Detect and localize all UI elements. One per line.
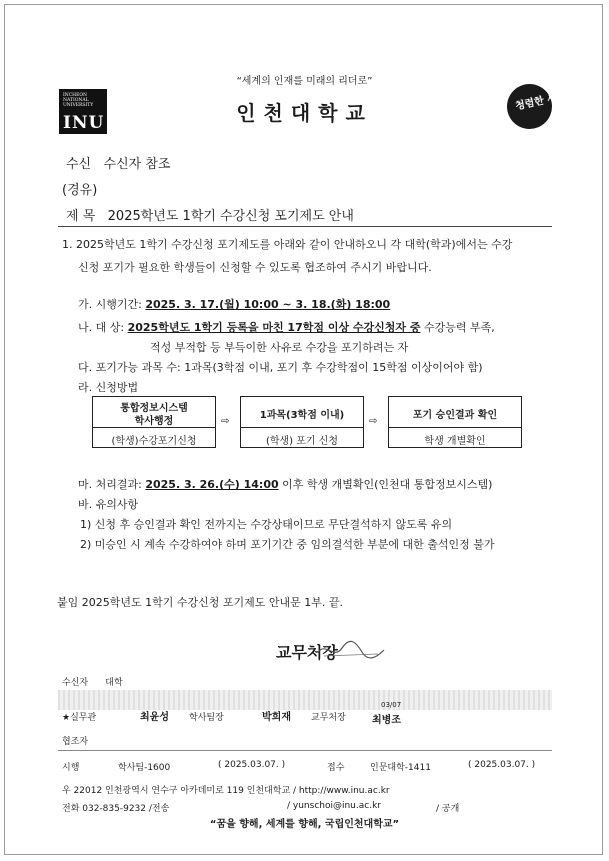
recipient-line xyxy=(66,153,170,172)
enforce-number: 학사팀-1600 xyxy=(118,763,171,773)
integrity-seal-icon xyxy=(507,84,568,129)
item-ma-value: 2025. 3. 26.(수) 14:00 xyxy=(145,478,279,491)
intro-line-2: 신청 포기가 필요한 학생들이 신청할 수 있도록 협조하여 주시기 바랍니다. xyxy=(78,261,432,274)
item-ma-label: 마. 처리결과: xyxy=(78,478,142,491)
subject-label: 제 목 xyxy=(66,209,96,224)
motto: “꿈을 향해, 세계를 향해, 국립인천대학교” xyxy=(209,819,400,830)
organization-name: 인천대학교 xyxy=(236,101,373,125)
dean-approval-date: 03/07 xyxy=(381,701,402,709)
item-ga xyxy=(78,296,390,312)
flow-box-1-subtitle: 학사행정 xyxy=(134,416,174,427)
item-na-label: 나. 대 상: xyxy=(78,321,125,334)
signature-scribble-icon xyxy=(316,638,386,662)
seal-text: 청렴한 세상 xyxy=(514,90,568,113)
item-na-line2: 적성 부적합 등 부득이한 사유로 수강을 포기하려는 자 xyxy=(150,341,409,354)
flow-box-2 xyxy=(240,396,364,448)
flow-box-3 xyxy=(388,396,522,448)
recipient-label: 수신 xyxy=(66,157,92,172)
item-na-value-underlined: 2025학년도 1학기 등록을 마친 17학점 이상 수강신청자 중 xyxy=(127,321,421,334)
enforce-date: ( 2025.03.07. ) xyxy=(218,760,286,770)
footer-divider-1 xyxy=(58,750,552,751)
via-line: (경유) xyxy=(62,183,98,198)
subject-divider xyxy=(58,226,552,227)
item-na xyxy=(78,319,495,335)
intro-line-1: 1. 2025학년도 1학기 수강신청 포기제도를 아래와 같이 안내하오니 각 대학(학과)에서는 수강 xyxy=(62,238,513,251)
item-ga-value: 2025. 3. 17.(월) 10:00 ~ 3. 18.(화) 18:00 xyxy=(145,298,391,311)
enforce-label: 시행 xyxy=(62,763,80,773)
item-ba: 바. 유의사항 xyxy=(78,498,139,511)
logo-text-3: UNIVERSITY xyxy=(63,103,94,108)
flow-box-1-action: (학생)수강포기신청 xyxy=(111,436,197,447)
footer-recipient-value: 대학 xyxy=(105,678,123,688)
recipient-value: 수신자 참조 xyxy=(103,157,171,172)
item-ga-label: 가. 시행기간: xyxy=(78,298,142,311)
redacted-area xyxy=(58,690,552,710)
receipt-number: 인문대학-1411 xyxy=(370,763,431,773)
public-status: / 공개 xyxy=(436,804,460,814)
flow-box-2-action: (학생) 포기 신청 xyxy=(265,436,339,447)
signer-title: 교무처장 xyxy=(276,643,338,662)
logo-text-2: NATIONAL xyxy=(63,98,89,103)
email-link[interactable]: / yunschoi@inu.ac.kr xyxy=(287,801,381,811)
officer-name: 최윤성 xyxy=(140,712,169,723)
flow-arrow-1: ⇨ xyxy=(221,416,230,427)
item-ra: 라. 신청방법 xyxy=(78,381,139,394)
team-lead-title: 학사팀장 xyxy=(189,713,224,723)
flow-box-3-title: 포기 승인결과 확인 xyxy=(412,410,498,421)
phone-line: 전화 032-835-9232 /전송 xyxy=(62,804,170,814)
item-ma xyxy=(78,476,492,492)
flow-box-3-action: 학생 개별확인 xyxy=(424,436,486,447)
subject-value: 2025학년도 1학기 수강신청 포기제도 안내 xyxy=(107,209,354,224)
item-da: 다. 포기가능 과목 수: 1과목(3학점 이내, 포기 후 수강학점이 15학점 이상이어야 함) xyxy=(78,361,483,374)
flow-arrow-2: ⇨ xyxy=(369,416,378,427)
address-line: 우 22012 인천광역시 연수구 아카데미로 119 인천대학교 / http://www.inu.ac.kr xyxy=(62,786,390,796)
attachment-line: 붙임 2025학년도 1학기 수강신청 포기제도 안내문 1부. 끝. xyxy=(57,596,343,609)
flow-box-1 xyxy=(92,396,216,448)
dean-title: 교무처장 xyxy=(311,713,346,723)
footer-recipient-label: 수신자 xyxy=(62,678,89,688)
logo-wordmark: INU xyxy=(63,113,105,133)
officer-label: ★실무관 xyxy=(62,713,97,723)
footer-recipient xyxy=(62,675,123,688)
dean-name: 최병조 xyxy=(372,715,401,726)
slogan: “세계의 인재를 미래의 리더로” xyxy=(236,76,373,87)
note-1: 1) 신청 후 승인결과 확인 전까지는 수강상태이므로 무단결석하지 않도록 유의 xyxy=(80,518,453,531)
logo-text-1: INCHEON xyxy=(63,93,87,98)
team-lead-name: 박희재 xyxy=(262,712,291,723)
subject-line xyxy=(66,205,354,224)
item-na-value-rest: 수강능력 부족, xyxy=(420,321,495,334)
note-2: 2) 미승인 시 계속 수강하여야 하며 포기기간 중 임의결석한 부분에 대한 출석인정 불가 xyxy=(80,538,495,551)
receipt-label: 접수 xyxy=(327,763,345,773)
receipt-date: ( 2025.03.07. ) xyxy=(468,760,536,770)
flow-box-1-title: 통합정보시스템 xyxy=(120,403,188,414)
flow-box-2-title: 1과목(3학점 이내) xyxy=(259,410,345,421)
cooperator-label: 협조자 xyxy=(62,737,89,747)
item-ma-rest: 이후 학생 개별확인(인천대 통합정보시스템) xyxy=(278,478,493,491)
